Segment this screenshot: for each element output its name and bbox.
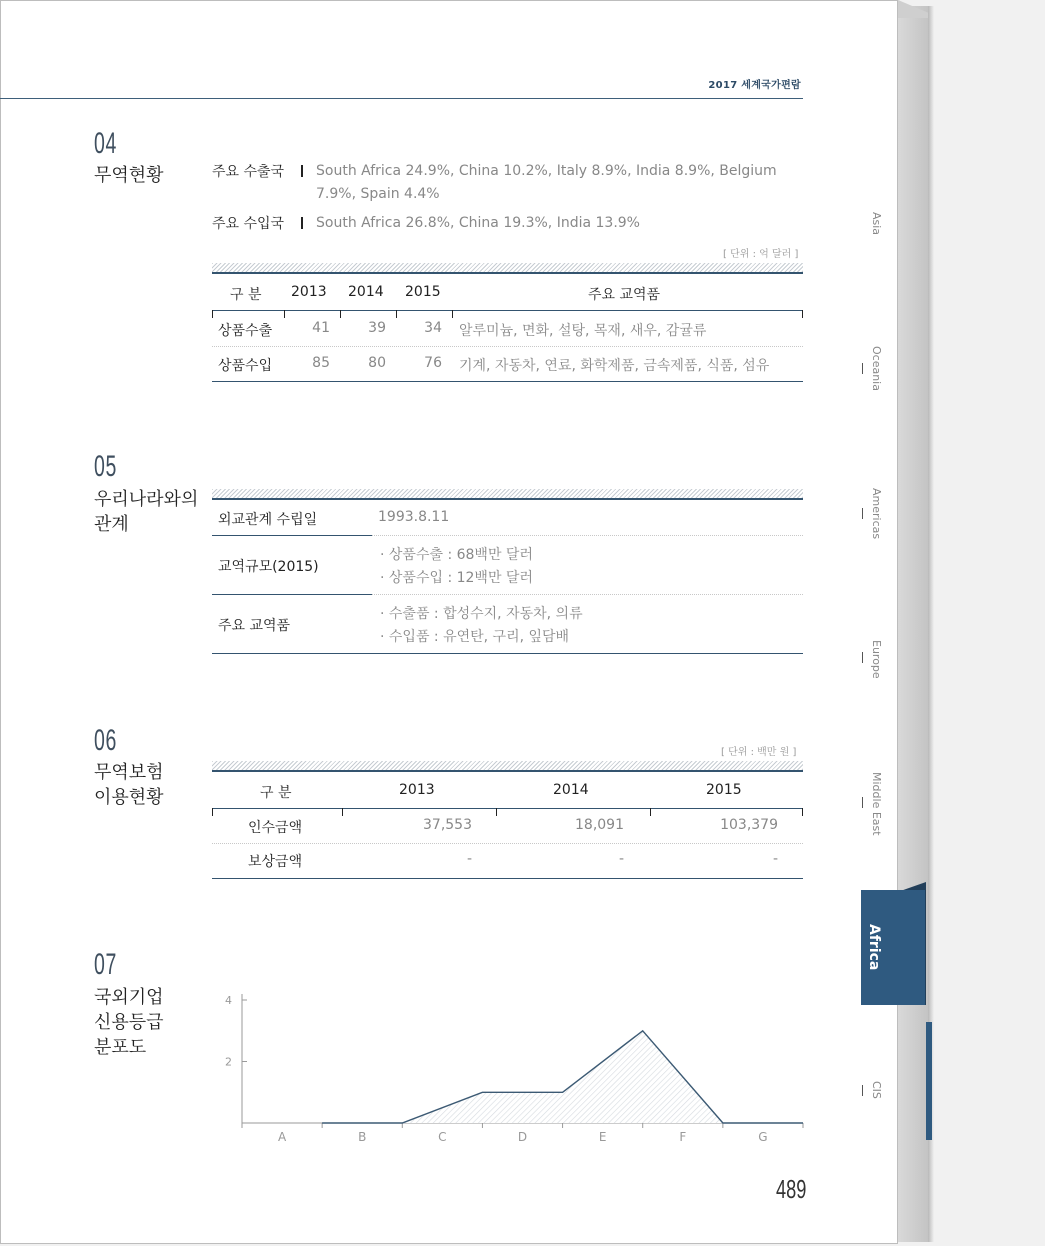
row-label: 상품수입 bbox=[218, 358, 273, 374]
side-tab-asia[interactable]: Asia bbox=[870, 212, 883, 236]
table-bottom-rule bbox=[212, 878, 803, 879]
side-tab-oceania[interactable]: Oceania bbox=[870, 346, 883, 391]
column-tick bbox=[802, 310, 803, 318]
table-header-cell: 2013 bbox=[291, 284, 327, 300]
edge-thumb-index bbox=[926, 1022, 932, 1140]
value-cell: - bbox=[466, 851, 472, 867]
x-tick-label-f: F bbox=[679, 1130, 687, 1144]
header-rule bbox=[212, 310, 803, 311]
value-cell: 80 bbox=[368, 355, 386, 371]
credit-rating-distribution-chart bbox=[215, 990, 810, 1150]
page-number: 489 bbox=[776, 1174, 807, 1204]
y-tick-label: 2 bbox=[225, 1055, 232, 1069]
main-export-countries-label: 주요 수출국 bbox=[212, 164, 285, 180]
column-tick bbox=[650, 808, 651, 816]
row-value: 1993.8.11 bbox=[378, 509, 450, 525]
side-tab-cis[interactable]: CIS bbox=[870, 1081, 883, 1099]
value-cell: 85 bbox=[312, 355, 330, 371]
section-title-insurance-line2: 이용현황 bbox=[94, 787, 164, 808]
side-tab-europe[interactable]: Europe bbox=[870, 640, 883, 679]
series-area-fill bbox=[322, 1031, 803, 1123]
unit-label: [ 단위 : 억 달러 ] bbox=[723, 249, 799, 260]
side-tab-americas[interactable]: Americas bbox=[870, 488, 883, 540]
table-header-cell: 2015 bbox=[405, 284, 441, 300]
section-title-credit-line3: 분포도 bbox=[94, 1037, 147, 1058]
x-tick-label-b: B bbox=[358, 1130, 367, 1144]
value-cell: - bbox=[772, 851, 778, 867]
x-tick-label-d: D bbox=[517, 1130, 528, 1144]
table-header-cell: 2014 bbox=[553, 782, 589, 798]
section-number-04: 04 bbox=[94, 127, 117, 160]
x-tick-label-a: A bbox=[277, 1130, 287, 1144]
column-tick bbox=[342, 808, 343, 816]
section-number-07: 07 bbox=[94, 948, 117, 981]
section-title-insurance-line1: 무역보험 bbox=[94, 762, 164, 783]
column-tick bbox=[212, 310, 213, 318]
value-cell: 18,091 bbox=[575, 817, 624, 833]
row-value: · 상품수출 : 68백만 달러 bbox=[380, 547, 533, 563]
column-tick bbox=[496, 808, 497, 816]
section-title-credit-line2: 신용등급 bbox=[94, 1012, 164, 1033]
main-import-countries-label: 주요 수입국 bbox=[212, 216, 285, 232]
goods-cell: 알루미늄, 면화, 설탕, 목재, 새우, 감귤류 bbox=[459, 323, 707, 339]
section-number-05: 05 bbox=[94, 450, 117, 483]
section-title-relations-line1: 우리나라와의 bbox=[94, 489, 199, 510]
value-cell: 41 bbox=[312, 320, 330, 336]
row-divider bbox=[212, 346, 803, 347]
row-label: 외교관계 수립일 bbox=[218, 512, 318, 528]
value-cell: 39 bbox=[368, 320, 386, 336]
goods-cell: 기계, 자동차, 연료, 화학제품, 금속제품, 식품, 섬유 bbox=[459, 358, 770, 374]
row-label: 주요 교역품 bbox=[218, 618, 291, 634]
label-rule bbox=[212, 535, 372, 536]
tab-divider bbox=[862, 1085, 863, 1096]
row-value: · 수출품 : 합성수지, 자동차, 의류 bbox=[380, 606, 583, 622]
label-separator bbox=[301, 217, 303, 229]
main-export-countries-value: South Africa 24.9%, China 10.2%, Italy 8.9%, India 8.9%, Belgium 7.9%, Spain 4.4% bbox=[316, 163, 777, 202]
table-top-hatch bbox=[212, 263, 803, 274]
row-label: 인수금액 bbox=[248, 820, 303, 836]
value-cell: - bbox=[618, 851, 624, 867]
row-label: 상품수출 bbox=[218, 323, 273, 339]
table-bottom-rule bbox=[212, 381, 803, 382]
value-cell: 76 bbox=[424, 355, 442, 371]
y-tick-label: 4 bbox=[225, 994, 232, 1007]
table-header-cell: 2014 bbox=[348, 284, 384, 300]
row-divider bbox=[212, 843, 803, 844]
row-divider bbox=[372, 594, 803, 595]
header-rule bbox=[0, 98, 803, 99]
table-top-hatch bbox=[212, 489, 803, 500]
tab-divider bbox=[862, 508, 863, 519]
label-rule bbox=[212, 594, 372, 595]
tab-divider bbox=[862, 797, 863, 808]
main-import-countries-value: South Africa 26.8%, China 19.3%, India 13.9% bbox=[316, 215, 640, 231]
table-bottom-rule bbox=[212, 653, 803, 654]
table-header-cell: 주요 교역품 bbox=[588, 287, 661, 303]
table-header-cell: 2013 bbox=[399, 782, 435, 798]
column-tick bbox=[340, 310, 341, 318]
column-tick bbox=[212, 808, 213, 816]
unit-label: [ 단위 : 백만 원 ] bbox=[721, 747, 797, 758]
column-tick bbox=[396, 310, 397, 318]
column-tick bbox=[452, 310, 453, 318]
section-title-relations-line2: 관계 bbox=[94, 514, 129, 535]
section-title-trade: 무역현황 bbox=[94, 165, 164, 186]
tab-divider bbox=[862, 652, 863, 663]
table-top-hatch bbox=[212, 761, 803, 772]
value-cell: 103,379 bbox=[720, 817, 778, 833]
x-tick-label-c: C bbox=[438, 1130, 447, 1144]
section-number-06: 06 bbox=[94, 724, 117, 757]
tab-divider bbox=[862, 363, 863, 374]
row-value: · 상품수입 : 12백만 달러 bbox=[380, 570, 533, 586]
x-tick-label-e: E bbox=[598, 1130, 607, 1144]
value-cell: 34 bbox=[424, 320, 442, 336]
value-cell: 37,553 bbox=[423, 817, 472, 833]
label-separator bbox=[301, 165, 303, 177]
table-header-cell: 구 분 bbox=[230, 287, 262, 303]
running-header-title: 2017 세계국가편람 bbox=[708, 80, 801, 91]
column-tick bbox=[802, 808, 803, 816]
table-header-cell: 구 분 bbox=[260, 785, 292, 801]
row-divider bbox=[372, 535, 803, 536]
row-label: 교역규모(2015) bbox=[218, 559, 319, 575]
x-tick-label-g: G bbox=[758, 1130, 768, 1144]
side-tab-middle-east[interactable]: Middle East bbox=[870, 772, 883, 836]
header-rule bbox=[212, 808, 803, 809]
row-label: 보상금액 bbox=[248, 854, 303, 870]
column-tick bbox=[284, 310, 285, 318]
row-value: · 수입품 : 유연탄, 구리, 잎담배 bbox=[380, 629, 570, 645]
section-title-credit-line1: 국외기업 bbox=[94, 987, 164, 1008]
page-edge-stack bbox=[898, 6, 929, 1242]
table-header-cell: 2015 bbox=[706, 782, 742, 798]
side-tab-africa[interactable]: Africa bbox=[866, 924, 882, 971]
